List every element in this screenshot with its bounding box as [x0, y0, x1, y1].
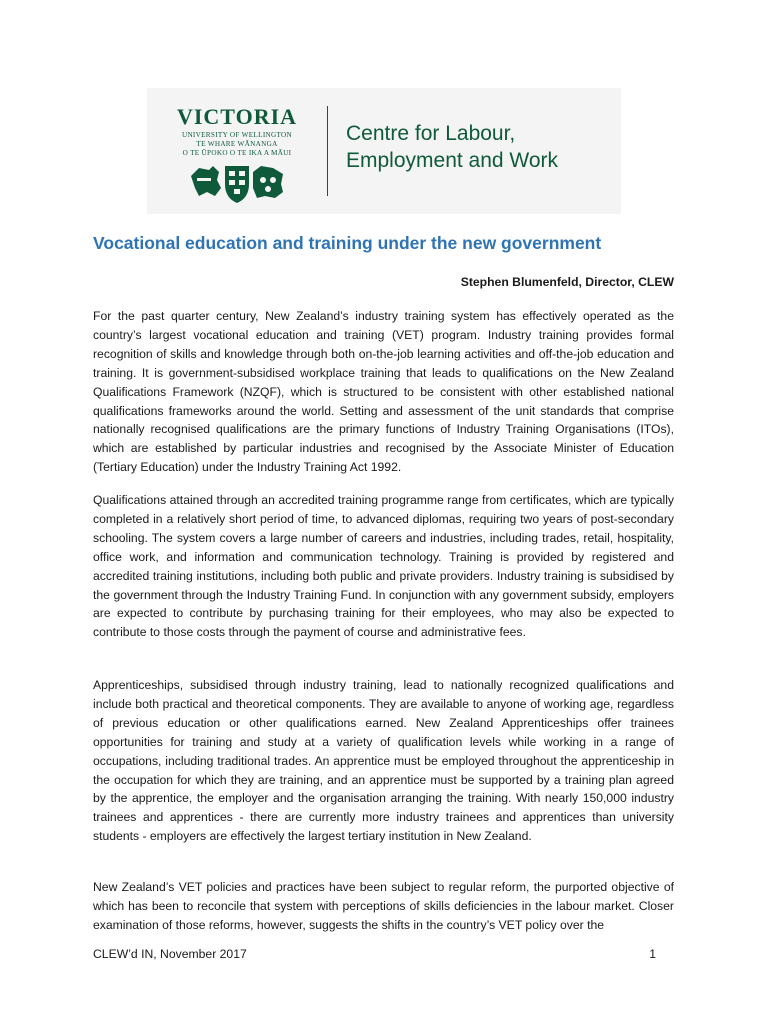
university-name: VICTORIA: [176, 104, 298, 129]
centre-name: [346, 120, 616, 174]
header-banner: [147, 88, 621, 214]
page-number: 1: [649, 947, 656, 961]
university-maori-name-2: O TE ŪPOKO O TE IKA A MĀUI: [182, 149, 292, 157]
crest-icon: [189, 162, 285, 204]
university-logo: [167, 104, 307, 204]
footer-publication: CLEW’d IN, November 2017: [93, 947, 247, 961]
header-divider: [327, 106, 328, 196]
centre-name-line-1: Centre for Labour,: [346, 122, 516, 145]
university-subtitle: UNIVERSITY OF WELLINGTON: [181, 131, 293, 139]
paragraph: Qualifications attained through an accredited training programme range from certificates, which are typically completed in a relatively short period of time, to advanced diplomas, requiring two years of post-secondary schooling. The system covers a large number of careers and industries, including trades, retail, hospitality, office work, and information and communication technology. Training is provided by registered and accredited training institutions, including both public and private providers. Industry training is subsidised by the government through the Industry Training Fund. In conjunction with any government subsidy, employers are expected to contribute by purchasing training for their employees, who may also be expected to contribute to those costs through the payment of course and administrative fees.: [93, 493, 674, 640]
paragraph: Apprenticeships, subsidised through industry training, lead to nationally recognized qualifications and include both practical and theoretical components. They are available to anyone of working age, regardless of previous education or other qualifications earned. New Zealand Apprenticeships offer trainees opportunities for training and study at a variety of qualification levels while working in a range of occupations, including traditional trades. An apprentice must be employed throughout the apprenticeship in the occupation for which they are training, and an apprentice must be supported by a training plan agreed by the apprentice, the employer and the organisation arranging the training. With nearly 150,000 industry trainees and apprentices - there are currently more industry trainees and apprentices than university students - employers are effectively the largest tertiary institution in New Zealand.: [93, 678, 674, 844]
document-title: Vocational education and training under the new government: [93, 233, 602, 253]
paragraph: For the past quarter century, New Zealand’s industry training system has effectively operated as the country’s largest vocational education and training (VET) program. Industry training provides formal recognition of skills and knowledge through both on-the-job learning activities and off-the-job education and training. It is government-subsidised workplace training that leads to qualifications on the New Zealand Qualifications Framework (NZQF), which is structured to be consistent with other established national qualifications frameworks around the world. Setting and assessment of the unit standards that comprise nationally recognised qualifications are the primary functions of Industry Training Organisations (ITOs), which are established by particular industries and recognised by the Associate Minister of Education (Tertiary Education) under the Industry Training Act 1992.: [93, 309, 674, 475]
centre-name-line-2: Employment and Work: [346, 149, 559, 172]
paragraph: New Zealand’s VET policies and practices have been subject to regular reform, the purported objective of which has been to reconcile that system with perceptions of skills deficiencies in the labour market. Closer examination of those reforms, however, suggests the shifts in the country’s VET policy over the: [93, 880, 674, 932]
document-author: Stephen Blumenfeld, Director, CLEW: [460, 275, 674, 289]
university-maori-name-1: TE WHARE WĀNANGA: [196, 140, 278, 148]
